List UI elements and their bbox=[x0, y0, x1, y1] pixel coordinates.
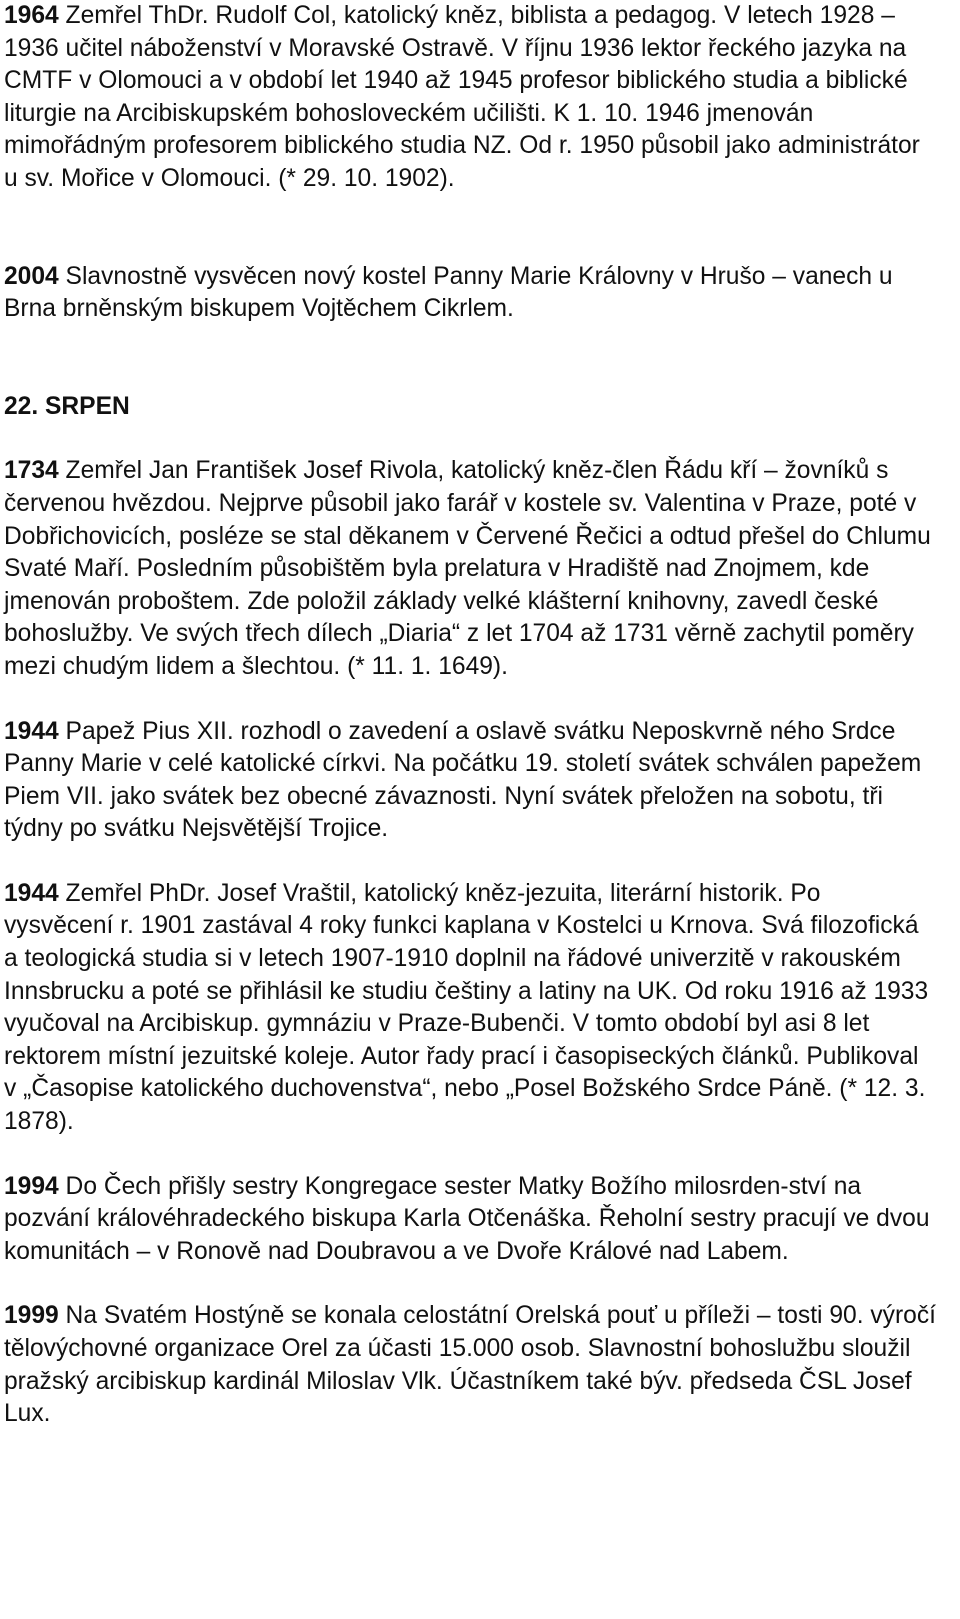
entry-text: Papež Pius XII. rozhodl o zavedení a oslavě svátku Neposkvrně ného Srdce Panny Marie v celé katolické církvi. Na počátku 19. století svátek schválen papežem Piem VII. jako svátek bez obecné závaznosti. Nyní svátek přeložen na sobotu, tři týdny po svátku Nejsvětější Trojice. bbox=[4, 717, 922, 843]
entry-1944-srdce bbox=[4, 716, 936, 846]
spacer bbox=[4, 1139, 936, 1171]
entry-1999-hostyn bbox=[4, 1300, 936, 1430]
entry-1944-vrastil bbox=[4, 878, 936, 1139]
entry-text: Zemřel ThDr. Rudolf Col, katolický kněz, biblista a pedagog. V letech 1928 – 1936 učitel náboženství v Moravské Ostravě. V říjnu 1936 lektor řeckého jazyka na CMTF v Olomouci a v období let 1940 až 1945 profesor biblického studia a biblické liturgie na Arcibiskupském bohosloveckém učilišti. K 1. 10. 1946 jmenován mimořádným profesorem biblického studia NZ. Od r. 1950 působil jako administrátor u sv. Mořice v Olomouci. (* 29. 10. 1902). bbox=[4, 2, 920, 192]
entry-text: Zemřel PhDr. Josef Vraštil, katolický kněz-jezuita, literární historik. Po vysvěcení r. 1901 zastával 4 roky funkci kaplana v Kostelci u Krnova. Svá filozofická a teologická studia si v letech 1907-1910 doplnil na řádové univerzitě v rakouském Innsbrucku a poté se přihlásil ke studiu češtiny a latiny na UK. Od roku 1916 až 1933 vyučoval na Arcibiskup. gymnáziu v Praze-Bubenči. V tomto období byl asi 8 let rektorem místní jezuitské koleje. Autor řady prací i časopiseckých článků. Publikoval v „Časopise katolického duchovenstva“, nebo „Posel Božského Srdce Páně. (* 12. 3. 1878). bbox=[4, 879, 929, 1136]
spacer bbox=[4, 1268, 936, 1300]
entry-text: Do Čech přišly sestry Kongregace sester Matky Božího milosrden-ství na pozvání královéhradeckého biskupa Karla Otčenáška. Řeholní sestry pracují ve dvou komunitách – v Ronově nad Doubravou a ve Dvoře Králové nad Labem. bbox=[4, 1172, 930, 1265]
document-page bbox=[4, 0, 936, 1431]
entry-1734-rivola bbox=[4, 455, 936, 683]
entry-text: Na Svatém Hostýně se konala celostátní Orelská pouť u příleži – tosti 90. výročí tělovýchovné organizace Orel za účasti 15.000 osob. Slavnostní bohoslužbu sloužil pražský arcibiskup kardinál Miloslav Vlk. Účastníkem také býv. předseda ČSL Josef Lux. bbox=[4, 1302, 936, 1428]
entry-1994-sestry bbox=[4, 1171, 936, 1269]
entry-year: 1944 bbox=[4, 717, 59, 745]
entry-text: Slavnostně vysvěcen nový kostel Panny Marie Královny v Hrušo – vanech u Brna brněnským biskupem Vojtěchem Cikrlem. bbox=[4, 262, 893, 323]
entry-1964-col bbox=[4, 0, 936, 196]
entry-year: 1994 bbox=[4, 1172, 59, 1200]
entry-year: 2004 bbox=[4, 262, 59, 290]
spacer bbox=[4, 846, 936, 878]
entry-year: 1944 bbox=[4, 879, 59, 907]
spacer bbox=[4, 423, 936, 455]
entry-text: Zemřel Jan František Josef Rivola, katolický kněz-člen Řádu kří – žovníků s červenou hvězdou. Nejprve působil jako farář v kostele sv. Valentina v Praze, poté v Dobřichovicích, posléze se stal děkanem v Červené Řečici a odtud přešel do Chlumu Svaté Maří. Posledním působištěm byla prelatura v Hradiště nad Znojmem, kde jmenován proboštem. Zde položil základy velké klášterní knihovny, zavedl české bohoslužby. Ve svých třech dílech „Diaria“ z let 1704 až 1731 věrně zachytil poměry mezi chudým lidem a šlechtou. (* 11. 1. 1649). bbox=[4, 457, 931, 680]
spacer bbox=[4, 326, 936, 391]
entry-year: 1999 bbox=[4, 1302, 59, 1330]
spacer bbox=[4, 196, 936, 261]
date-heading: 22. SRPEN bbox=[4, 392, 130, 420]
spacer bbox=[4, 684, 936, 716]
entry-2004-kostel bbox=[4, 261, 936, 326]
entry-year: 1734 bbox=[4, 457, 59, 485]
entry-year: 1964 bbox=[4, 2, 59, 29]
